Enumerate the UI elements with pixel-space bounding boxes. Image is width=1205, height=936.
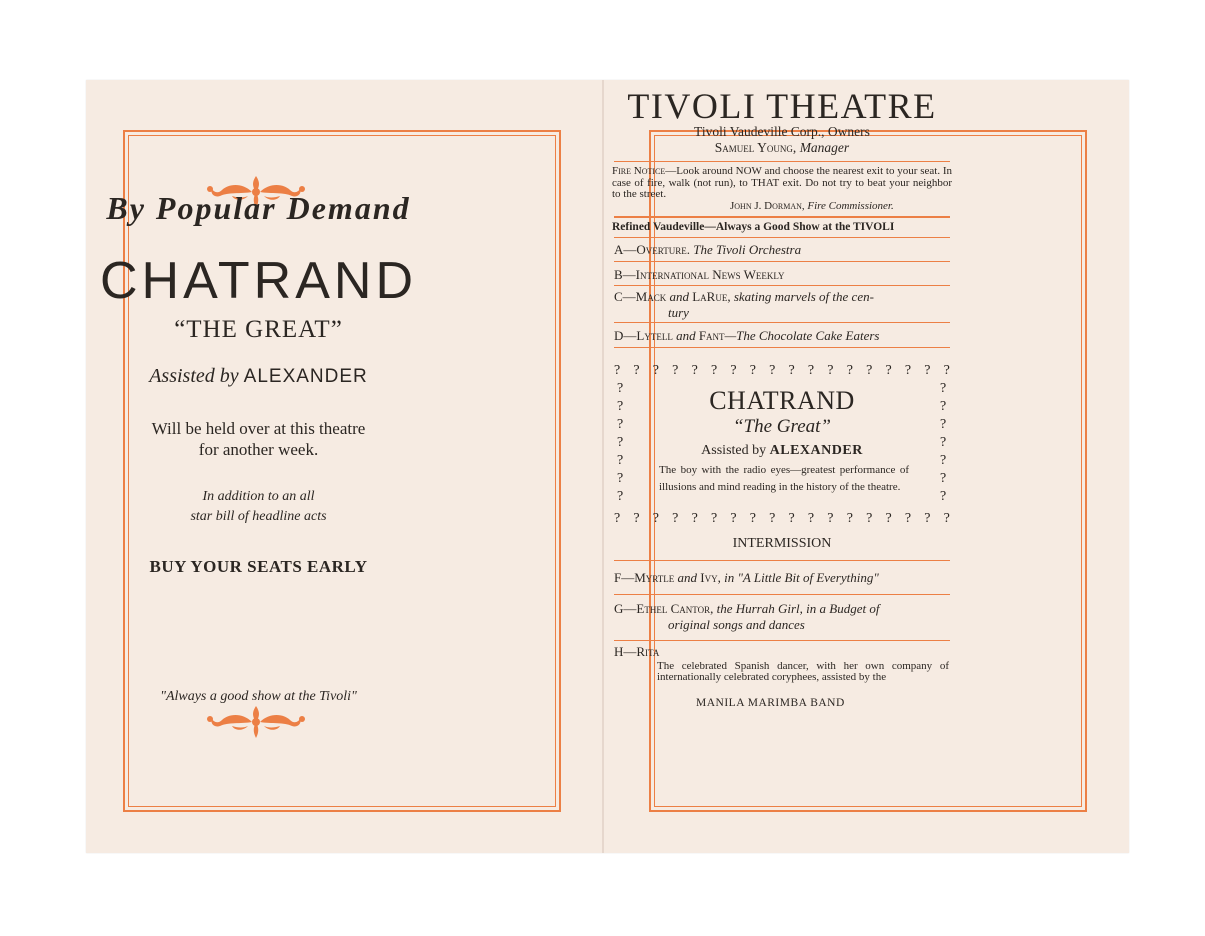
act-f-label: F—Myrtle xyxy=(614,570,675,585)
divider xyxy=(614,285,950,286)
question-mark-glyph: ? xyxy=(885,511,892,526)
question-mark-glyph: ? xyxy=(617,489,624,504)
act-g-label: G—Ethel Cantor, xyxy=(614,601,714,616)
act-g-text-2: original songs and dances xyxy=(668,617,805,632)
box-assisted-prefix: Assisted by xyxy=(701,443,767,458)
question-mark-glyph: ? xyxy=(940,381,947,396)
divider xyxy=(614,261,950,262)
fire-commissioner-signature xyxy=(730,200,950,212)
question-mark-glyph: ? xyxy=(633,363,640,378)
divider xyxy=(614,560,950,561)
divider xyxy=(614,594,950,595)
fire-notice xyxy=(612,166,952,201)
question-mark-glyph: ? xyxy=(943,363,950,378)
act-c-name2: LaRue, xyxy=(692,289,731,304)
question-mark-glyph: ? xyxy=(730,511,737,526)
divider xyxy=(614,161,950,162)
held-line-1: Will be held over at this theatre xyxy=(151,419,366,438)
act-f-text: in "A Little Bit of Everything" xyxy=(724,570,879,585)
question-mark-glyph: ? xyxy=(940,453,947,468)
question-mark-border-bottom xyxy=(614,511,950,527)
act-h-description: The celebrated Spanish dancer, with her own company of internationally celebrated coryphees, assisted by the xyxy=(657,660,949,683)
performer-epithet: “THE GREAT” xyxy=(174,316,343,343)
question-mark-glyph: ? xyxy=(710,511,718,526)
scroll-ornament-icon xyxy=(204,702,308,742)
box-assistant-name: ALEXANDER xyxy=(769,443,863,458)
question-mark-glyph: ? xyxy=(866,511,873,526)
manager-line xyxy=(612,140,952,156)
box-assisted-by xyxy=(614,443,950,459)
act-a-text: The Tivoli Orchestra xyxy=(693,242,802,257)
question-mark-glyph: ? xyxy=(769,511,776,526)
act-d-name2: Fant xyxy=(698,328,725,343)
act-a xyxy=(614,242,950,258)
left-page-border xyxy=(123,130,561,812)
question-mark-glyph: ? xyxy=(807,511,815,526)
question-mark-border-top xyxy=(614,363,950,379)
question-mark-glyph: ? xyxy=(940,399,947,414)
divider xyxy=(614,347,950,348)
question-mark-glyph: ? xyxy=(943,511,950,526)
act-c-label: C—Mack xyxy=(614,289,667,304)
buy-seats-line: BUY YOUR SEATS EARLY xyxy=(149,557,368,576)
question-mark-glyph: ? xyxy=(617,453,624,468)
question-mark-glyph: ? xyxy=(617,417,624,432)
act-g-text-1: the Hurrah Girl, in a Budget of xyxy=(716,601,880,616)
act-c xyxy=(614,289,950,321)
question-mark-glyph: ? xyxy=(672,363,679,378)
popular-demand-heading: By Popular Demand xyxy=(106,190,411,226)
act-d-and: and xyxy=(676,328,696,343)
question-mark-glyph: ? xyxy=(788,511,795,526)
question-mark-glyph: ? xyxy=(617,435,624,450)
question-mark-glyph: ? xyxy=(652,363,659,378)
divider xyxy=(614,640,950,641)
question-mark-glyph: ? xyxy=(827,363,834,378)
question-mark-glyph: ? xyxy=(633,511,640,526)
question-mark-glyph: ? xyxy=(904,363,912,378)
question-mark-glyph: ? xyxy=(749,363,756,378)
act-a-label: A—Overture. xyxy=(614,242,690,257)
commissioner-name: John J. Dorman, xyxy=(730,200,805,212)
question-mark-glyph: ? xyxy=(617,381,624,396)
act-f-name2: Ivy, xyxy=(700,570,721,585)
held-line-2: for another week. xyxy=(198,440,319,459)
act-d-text: —The Chocolate Cake Eaters xyxy=(724,328,880,343)
act-c-text-2: tury xyxy=(668,305,689,320)
question-mark-glyph: ? xyxy=(846,363,853,378)
question-mark-glyph: ? xyxy=(924,511,931,526)
question-mark-glyph: ? xyxy=(788,363,795,378)
act-d xyxy=(614,328,950,344)
question-mark-glyph: ? xyxy=(691,511,698,526)
question-mark-glyph: ? xyxy=(846,511,853,526)
question-mark-glyph: ? xyxy=(614,363,621,378)
act-b-label: B—International News Weekly xyxy=(614,267,785,282)
question-mark-glyph: ? xyxy=(827,511,834,526)
refined-vaudeville-banner: Refined Vaudeville—Always a Good Show at the TIVOLI xyxy=(612,221,895,233)
assisted-by-line xyxy=(0,365,517,388)
addition-line-2: star bill of headline acts xyxy=(190,509,327,524)
addition-line-1: In addition to an all xyxy=(202,489,315,504)
question-mark-glyph: ? xyxy=(940,471,947,486)
question-mark-glyph: ? xyxy=(672,511,679,526)
headline-acts-note xyxy=(0,487,517,527)
question-mark-glyph: ? xyxy=(691,363,698,378)
question-mark-glyph: ? xyxy=(940,489,947,504)
commissioner-role: Fire Commissioner. xyxy=(807,200,894,212)
owners-line: Tivoli Vaudeville Corp., Owners xyxy=(694,124,870,139)
act-h-label: H—Rita xyxy=(614,644,660,659)
question-mark-glyph: ? xyxy=(652,511,659,526)
fire-notice-text: —Look around NOW and choose the nearest exit to your seat. In case of fire, walk (not run), to THAT exit. Do not try to beat your neighbor to the street. xyxy=(612,165,953,200)
question-mark-glyph: ? xyxy=(730,363,737,378)
fire-notice-label: Fire Notice xyxy=(612,165,666,177)
question-mark-glyph: ? xyxy=(617,399,624,414)
act-h-band: MANILA MARIMBA BAND xyxy=(696,697,845,709)
question-mark-glyph: ? xyxy=(617,471,624,486)
question-mark-glyph: ? xyxy=(904,511,912,526)
act-f xyxy=(614,570,950,586)
question-mark-glyph: ? xyxy=(614,511,621,526)
manager-role: Manager xyxy=(799,140,850,155)
divider xyxy=(614,216,950,218)
box-description: The boy with the radio eyes—greatest performance of illusions and mind reading in the history of the theatre. xyxy=(659,464,909,493)
question-mark-glyph: ? xyxy=(924,363,931,378)
act-b xyxy=(614,267,950,283)
intermission-label: INTERMISSION xyxy=(732,536,832,551)
divider xyxy=(614,237,950,238)
center-fold xyxy=(602,80,604,853)
question-mark-glyph: ? xyxy=(807,363,815,378)
question-mark-glyph: ? xyxy=(940,417,947,432)
question-mark-glyph: ? xyxy=(885,363,892,378)
act-h xyxy=(614,644,950,660)
act-g xyxy=(614,601,950,633)
question-mark-glyph: ? xyxy=(710,363,718,378)
question-mark-glyph: ? xyxy=(940,435,947,450)
theatre-title: TIVOLI THEATRE xyxy=(627,86,937,126)
held-over-notice xyxy=(0,418,517,460)
box-performer-name: CHATRAND xyxy=(709,386,855,415)
assistant-name: ALEXANDER xyxy=(243,366,368,387)
question-mark-glyph: ? xyxy=(866,363,873,378)
divider xyxy=(614,322,950,323)
manager-name: Samuel Young, xyxy=(714,140,797,155)
performer-name: CHATRAND xyxy=(99,252,418,310)
act-c-and: and xyxy=(669,289,689,304)
assisted-prefix: Assisted by xyxy=(149,365,239,387)
act-f-and: and xyxy=(677,570,697,585)
tivoli-slogan: "Always a good show at the Tivoli" xyxy=(160,689,357,704)
box-performer-epithet: “The Great” xyxy=(732,416,831,437)
act-c-text-1: skating marvels of the cen- xyxy=(733,289,874,304)
question-mark-glyph: ? xyxy=(749,511,756,526)
act-d-label: D—Lytell xyxy=(614,328,673,343)
question-mark-glyph: ? xyxy=(769,363,776,378)
